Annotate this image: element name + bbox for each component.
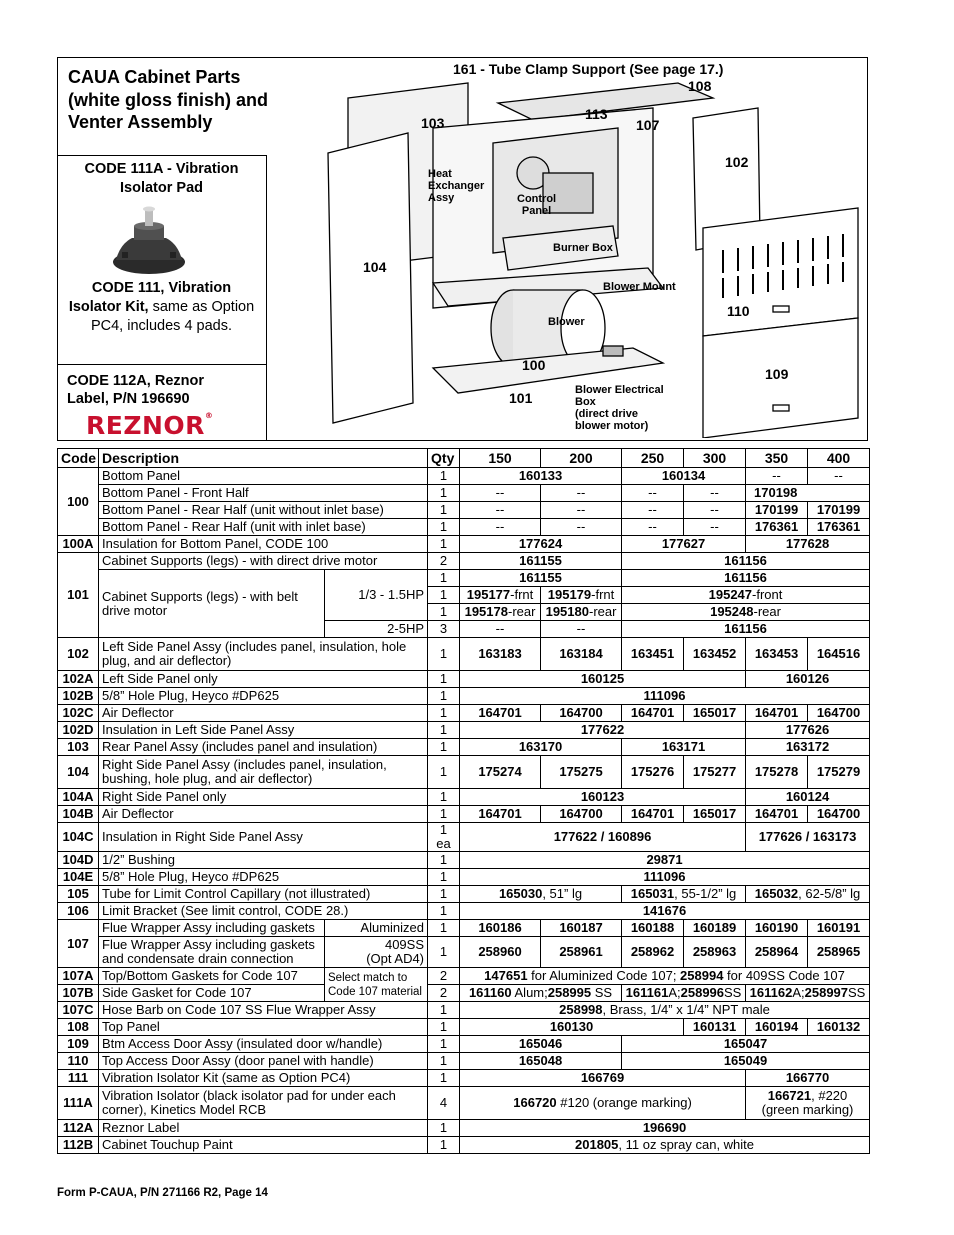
- label-108: 108: [688, 78, 712, 94]
- code-111a-caption: CODE 111A - Vibration Isolator Pad: [84, 161, 239, 196]
- parts-table: [57, 448, 870, 1154]
- table-row: 102C Air Deflector 1 164701 164700 164701 165017 164701 164700: [58, 705, 870, 722]
- table-row: 102B 5/8” Hole Plug, Heyco #DP625 1 111096: [58, 688, 870, 705]
- table-row: 105 Tube for Limit Control Capillary (not illustrated) 1 165030, 51” lg 165031, 55-1/2” lg 165032, 62-5/8” lg: [58, 886, 870, 903]
- table-row: 100 Bottom Panel 1 160133 160134 -- --: [58, 468, 870, 485]
- table-row: 102A Left Side Panel only 1 160125 160126: [58, 671, 870, 688]
- label-107: 107: [636, 117, 660, 133]
- label-burner-box: Burner Box: [553, 242, 613, 254]
- table-row: 111 Vibration Isolator Kit (same as Option PC4) 1 166769 166770: [58, 1070, 870, 1087]
- label-heat-exchanger: Heat Exchanger Assy: [428, 168, 485, 204]
- code-112a-box: [58, 364, 267, 441]
- label-102: 102: [725, 154, 749, 170]
- table-row: 103 Rear Panel Assy (includes panel and insulation) 1 163170 163171 163172: [58, 739, 870, 756]
- table-row: 107A Top/Bottom Gaskets for Code 107 Select match to Code 107 material 2 147651 for Aluminized Code 107; 258994 for 409SS Code 107: [58, 968, 870, 985]
- table-row: 1 195177-frnt 195179-frnt 195247-front: [58, 587, 870, 604]
- table-row: 104A Right Side Panel only 1 160123 160124: [58, 789, 870, 806]
- table-row: 104B Air Deflector 1 164701 164700 164701 165017 164701 164700: [58, 806, 870, 823]
- code-112a-caption: CODE 112A, Reznor Label, P/N 196690: [67, 373, 204, 407]
- label-control-panel: Control Panel: [517, 193, 557, 217]
- table-row: Bottom Panel - Rear Half (unit with inlet base) 1 -- -- -- -- 176361 176361: [58, 519, 870, 536]
- table-row: 102 Left Side Panel Assy (includes panel, insulation, hole plug, and air deflector) 1 163183 163184 163451 163452 163453 164516: [58, 638, 870, 671]
- table-row: 107 Flue Wrapper Assy including gaskets Aluminized 1 160186 160187 160188 160189 160190 160191: [58, 920, 870, 937]
- label-blower-electrical-box: Blower Electrical Box (direct drive blower motor): [575, 384, 664, 432]
- label-113: 113: [585, 106, 608, 122]
- label-blower: Blower: [548, 316, 585, 328]
- table-row: 104C Insulation in Right Side Panel Assy 1 ea 177622 / 160896 177626 / 163173: [58, 823, 870, 852]
- page-footer: Form P-CAUA, P/N 271166 R2, Page 14: [57, 1187, 268, 1199]
- table-row: 110 Top Access Door Assy (door panel with handle) 1 165048 165049: [58, 1053, 870, 1070]
- label-103: 103: [421, 115, 445, 131]
- table-row: 104E 5/8” Hole Plug, Heyco #DP625 1 111096: [58, 869, 870, 886]
- label-109: 109: [765, 366, 789, 382]
- cabinet-parts-figure: [57, 57, 868, 441]
- table-row: Cabinet Supports (legs) - with belt drive motor 1/3 - 1.5HP 1 161155 161156: [58, 570, 870, 587]
- table-row: 101 Cabinet Supports (legs) - with direct drive motor 2 161155 161156: [58, 553, 870, 570]
- table-row: 109 Btm Access Door Assy (insulated door w/handle) 1 165046 165047: [58, 1036, 870, 1053]
- table-row: 104 Right Side Panel Assy (includes panel, insulation, bushing, hole plug, and air deflector) 1 175274 175275 175276 175277 175278 175279: [58, 756, 870, 789]
- table-row: Bottom Panel - Rear Half (unit without inlet base) 1 -- -- -- -- 170199 170199: [58, 502, 870, 519]
- table-row: 104D 1/2” Bushing 1 29871: [58, 852, 870, 869]
- label-101: 101: [509, 390, 533, 406]
- label-104: 104: [363, 259, 387, 275]
- code-111-caption: CODE 111, Vibration Isolator Kit, same as Option PC4, includes 4 pads.: [68, 280, 255, 334]
- vibration-isolator-box: [58, 155, 267, 365]
- table-row: 1 195178-rear 195180-rear 195248-rear: [58, 604, 870, 621]
- table-row: 100A Insulation for Bottom Panel, CODE 100 1 177624 177627 177628: [58, 536, 870, 553]
- label-161: 161 - Tube Clamp Support (See page 17.): [453, 61, 724, 77]
- page-title: CAUA Cabinet Parts (white gloss finish) and Venter Assembly: [68, 67, 269, 132]
- isolator-pad-photo: [110, 204, 188, 276]
- reznor-logo: REZNOR®: [86, 411, 214, 440]
- table-row: 112B Cabinet Touchup Paint 1 201805, 11 oz spray can, white: [58, 1137, 870, 1154]
- table-row: 102D Insulation in Left Side Panel Assy 1 177622 177626: [58, 722, 870, 739]
- table-row: 111A Vibration Isolator (black isolator pad for under each corner), Kinetics Model RCB 4 166720 #120 (orange marking) 166721, #220 (green marking): [58, 1087, 870, 1120]
- label-110: 110: [727, 303, 750, 319]
- table-row: Bottom Panel - Front Half 1 -- -- -- -- 170198: [58, 485, 870, 502]
- table-header-row: Code Description Qty 150 200 250 300 350 400: [58, 449, 870, 468]
- label-blower-mount: Blower Mount: [603, 281, 676, 293]
- table-row: 108 Top Panel 1 160130 160131 160194 160132: [58, 1019, 870, 1036]
- table-row: 107C Hose Barb on Code 107 SS Flue Wrapper Assy 1 258998, Brass, 1/4” x 1/4” NPT male: [58, 1002, 870, 1019]
- table-row: Flue Wrapper Assy including gaskets and condensate drain connection 409SS (Opt AD4) 1 258960 258961 258962 258963 258964 258965: [58, 937, 870, 968]
- table-row: 107B Side Gasket for Code 107 2 161160 Alum;258995 SS 161161A;258996SS 161162A;258997SS: [58, 985, 870, 1002]
- table-row: 106 Limit Bracket (See limit control, CODE 28.) 1 141676: [58, 903, 870, 920]
- table-row: 112A Reznor Label 1 196690: [58, 1120, 870, 1137]
- label-100: 100: [522, 357, 546, 373]
- table-row: 2-5HP 3 -- -- 161156: [58, 621, 870, 638]
